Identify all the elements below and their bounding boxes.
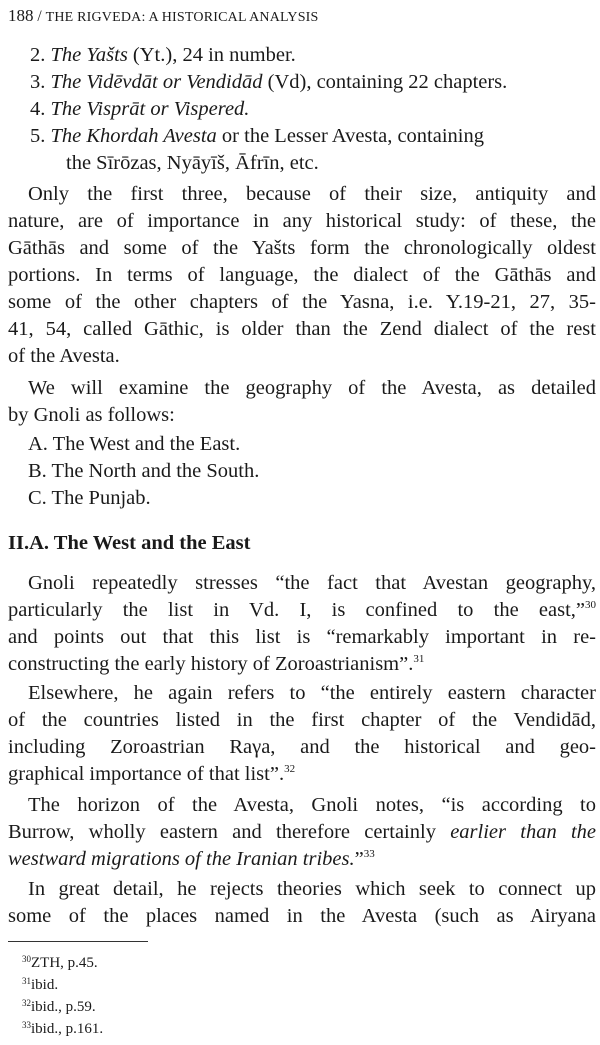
page-number: 188 (8, 6, 34, 25)
paragraph-line: We will examine the geography of the Avesta, as detailed (28, 377, 596, 399)
paragraph-line: In great detail, he rejects theories which seek to connect up (28, 878, 596, 900)
section-heading: II.A. The West and the East (8, 532, 251, 554)
paragraph-line: Gāthās and some of the Yašts form the chronologically oldest (8, 237, 596, 259)
paragraph-line: including Zoroastrian Raγa, and the historical and geo- (8, 736, 596, 758)
list-item: A. The West and the East. (28, 433, 241, 455)
paragraph-line: Elsewhere, he again refers to “the entirely eastern character (28, 682, 596, 704)
list-item: 5. The Khordah Avesta or the Lesser Avesta, containing (30, 125, 484, 147)
paragraph-line: portions. In terms of language, the dialect of the Gāthās and (8, 264, 596, 286)
paragraph-line: nature, are of importance in any historical study: of these, the (8, 210, 596, 232)
paragraph-line: of the Avesta. (8, 345, 120, 367)
footnote-ref: 33 (363, 848, 375, 860)
running-header (8, 6, 319, 26)
paragraph-line: some of the other chapters of the Yasna, i.e. Y.19-21, 27, 35- (8, 291, 596, 313)
footnote-ref: 30 (585, 599, 596, 611)
paragraph-line: of the countries listed in the first chapter of the Vendidād, (8, 709, 596, 731)
paragraph-line: graphical importance of that list”.$^{32}$ (8, 763, 296, 785)
header-separator: / (37, 8, 42, 25)
list-item: C. The Punjab. (28, 487, 151, 509)
paragraph-line: by Gnoli as follows: (8, 404, 175, 426)
paragraph-line: Gnoli repeatedly stresses “the fact that Avestan geography, (28, 572, 596, 594)
paragraph-line: 41, 54, called Gāthic, is older than the Zend dialect of the rest (8, 318, 596, 340)
footnote: $^{33}$ibid., p.161. (22, 1020, 104, 1037)
footnote: $^{32}$ibid., p.59. (22, 998, 96, 1015)
footnote: $^{30}$ZTH, p.45. (22, 954, 98, 971)
list-item: 3. The Vidēvdāt or Vendidād (Vd), containing 22 chapters. (30, 71, 508, 93)
paragraph-line: some of the places named in the Avesta (such as Airyana (8, 905, 596, 927)
list-item-continuation: the Sīrōzas, Nyāyīš, Āfrīn, etc. (66, 152, 319, 174)
paragraph-line: Only the first three, because of their size, antiquity and (28, 183, 596, 205)
footnote-ref: 32 (284, 763, 296, 775)
paragraph-line: westward migrations of the Iranian tribes.”$^{33}$ (8, 848, 375, 870)
list-item: 4. The Visprāt or Vispered. (30, 98, 250, 120)
footnote-ref: 31 (413, 653, 425, 665)
running-head-title: THE RIGVEDA: A HISTORICAL ANALYSIS (45, 10, 319, 25)
footnote: $^{31}$ibid. (22, 976, 59, 993)
paragraph-line: Burrow, wholly eastern and therefore certainly earlier than the (8, 821, 596, 843)
footnote-divider (8, 941, 148, 942)
paragraph-line: The horizon of the Avesta, Gnoli notes, “is according to (28, 794, 596, 816)
list-item: B. The North and the South. (28, 460, 260, 482)
paragraph-line: and points out that this list is “remarkably important in re- (8, 626, 596, 648)
paragraph-line: constructing the early history of Zoroastrianism”.$^{31}$ (8, 653, 425, 675)
list-item: 2. The Yašts (Yt.), 24 in number. (30, 44, 296, 66)
paragraph-line: particularly the list in Vd. I, is confined to the east,”$^{30}$ (8, 599, 596, 621)
